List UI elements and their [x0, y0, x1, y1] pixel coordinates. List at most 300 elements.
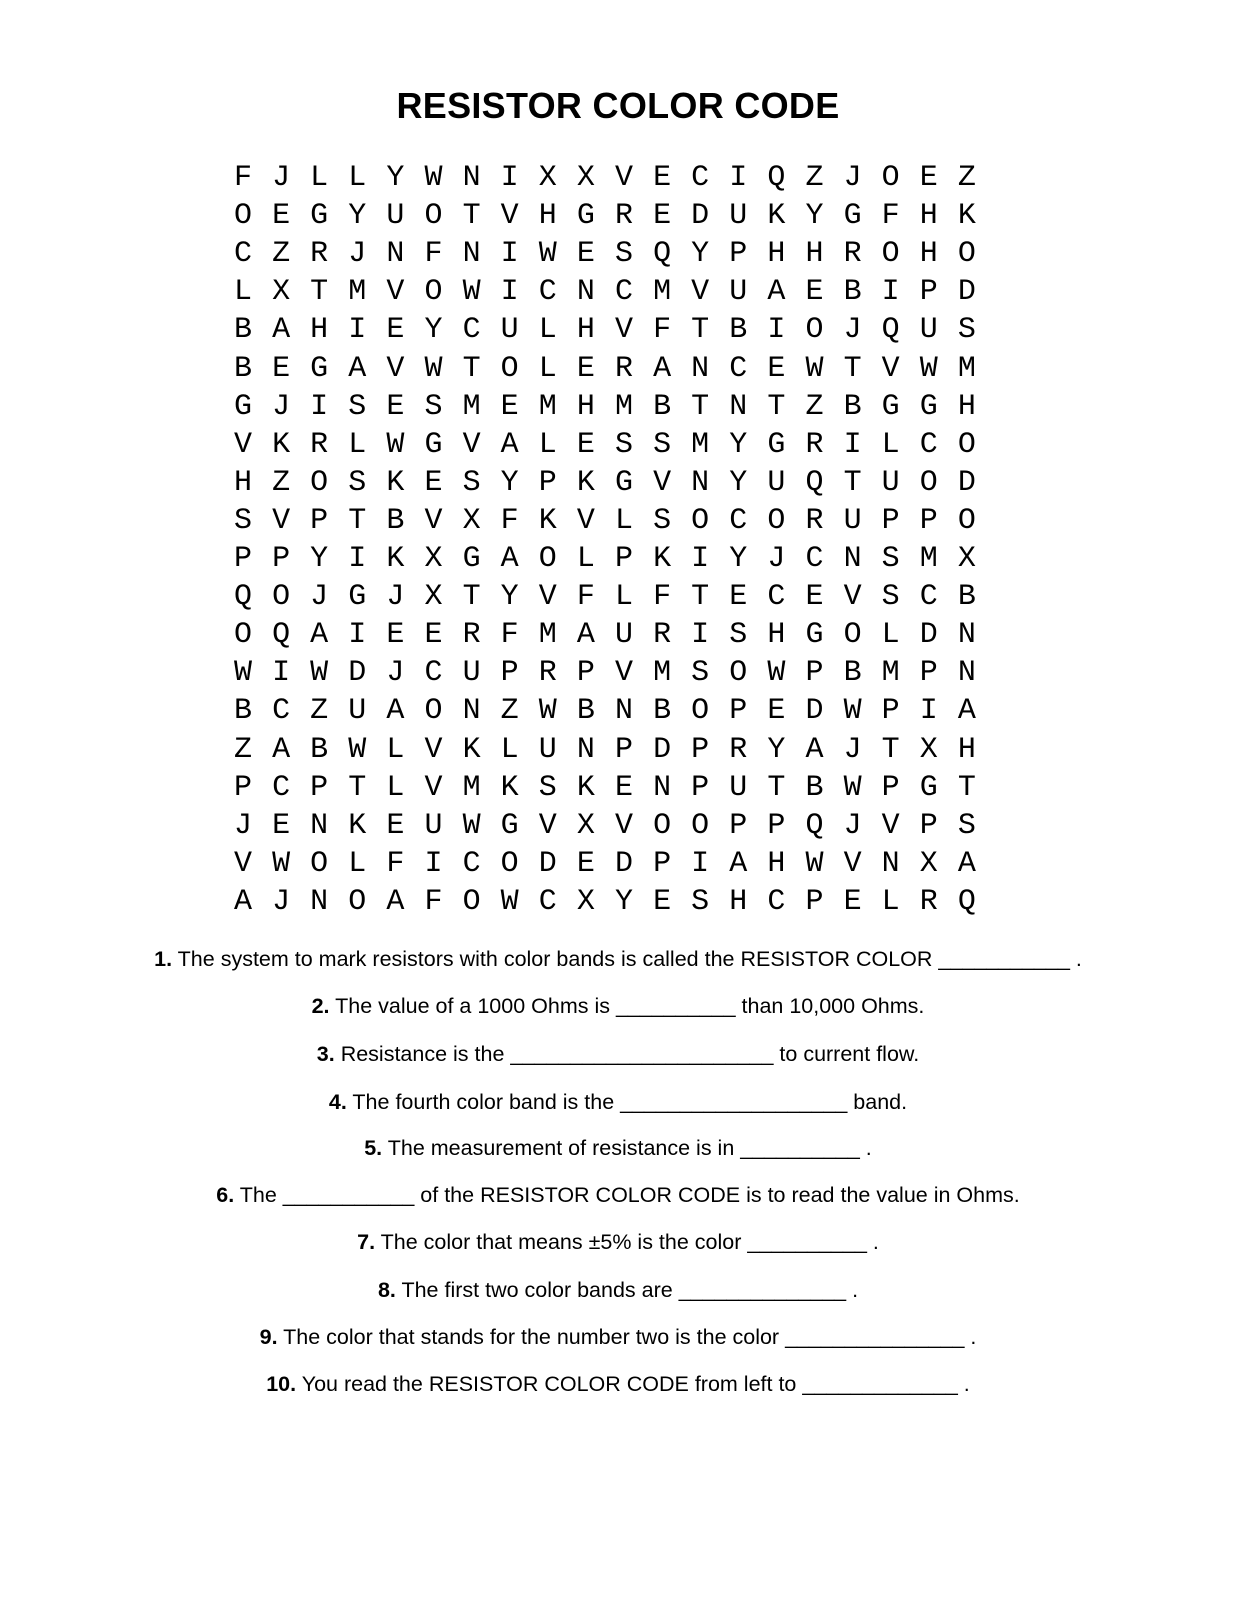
grid-letter: L — [348, 427, 367, 462]
grid-letter: W — [462, 275, 481, 310]
grid-letter: C — [767, 884, 786, 919]
grid-row — [0, 692, 1236, 730]
grid-letter: F — [424, 884, 443, 919]
grid-letter: R — [919, 884, 938, 919]
grid-letter: N — [462, 694, 481, 729]
grid-letter: A — [957, 694, 976, 729]
grid-letter: V — [843, 846, 862, 881]
grid-letter: Y — [500, 580, 519, 615]
grid-letter: G — [310, 199, 329, 234]
grid-letter: R — [310, 237, 329, 272]
grid-letter: J — [272, 884, 291, 919]
grid-letter: X — [272, 275, 291, 310]
grid-letter: T — [462, 199, 481, 234]
grid-letter: E — [843, 884, 862, 919]
grid-row — [0, 807, 1236, 845]
grid-letter: K — [576, 465, 595, 500]
grid-letter: L — [233, 275, 252, 310]
grid-letter: F — [500, 503, 519, 538]
grid-letter: N — [691, 351, 710, 386]
grid-row — [0, 426, 1236, 464]
grid-letter: I — [272, 656, 291, 691]
question-7 — [0, 1228, 1236, 1256]
question-text: The first two color bands are ______________ . — [401, 1278, 859, 1302]
question-number: 10. — [266, 1372, 297, 1396]
grid-letter: A — [729, 846, 748, 881]
grid-letter: J — [386, 580, 405, 615]
grid-letter: I — [348, 618, 367, 653]
grid-letter: V — [843, 580, 862, 615]
grid-letter: S — [614, 427, 633, 462]
grid-letter: V — [386, 275, 405, 310]
grid-letter: L — [881, 427, 900, 462]
grid-letter: N — [957, 656, 976, 691]
grid-letter: Q — [233, 580, 252, 615]
grid-letter: O — [462, 884, 481, 919]
grid-letter: I — [500, 237, 519, 272]
grid-letter: K — [272, 427, 291, 462]
grid-letter: T — [310, 275, 329, 310]
grid-letter: A — [957, 846, 976, 881]
grid-letter: L — [881, 884, 900, 919]
grid-letter: L — [538, 313, 557, 348]
grid-row — [0, 845, 1236, 883]
grid-letter: X — [576, 884, 595, 919]
grid-letter: H — [805, 237, 824, 272]
grid-letter: Z — [805, 161, 824, 195]
grid-letter: Q — [272, 618, 291, 653]
grid-letter: X — [919, 732, 938, 767]
grid-letter: G — [919, 389, 938, 424]
grid-letter: T — [767, 389, 786, 424]
grid-letter: X — [462, 503, 481, 538]
grid-letter: F — [500, 618, 519, 653]
grid-letter: B — [729, 313, 748, 348]
grid-letter: S — [462, 465, 481, 500]
grid-letter: C — [729, 351, 748, 386]
grid-letter: P — [233, 542, 252, 576]
grid-letter: C — [538, 884, 557, 919]
grid-letter: T — [957, 770, 976, 805]
grid-letter: Y — [767, 732, 786, 767]
grid-letter: A — [386, 694, 405, 729]
grid-letter: T — [348, 770, 367, 805]
grid-letter: W — [843, 770, 862, 805]
grid-letter: U — [462, 656, 481, 691]
grid-row — [0, 616, 1236, 654]
grid-row — [0, 350, 1236, 388]
grid-letter: G — [843, 199, 862, 234]
grid-letter: E — [653, 884, 672, 919]
grid-letter: X — [957, 542, 976, 576]
grid-letter: R — [729, 732, 748, 767]
grid-letter: G — [881, 389, 900, 424]
grid-letter: G — [805, 618, 824, 653]
grid-letter: C — [614, 275, 633, 310]
grid-letter: C — [691, 161, 710, 195]
grid-letter: Q — [957, 884, 976, 919]
grid-letter: O — [310, 465, 329, 500]
grid-letter: N — [843, 542, 862, 576]
grid-letter: V — [424, 503, 443, 538]
grid-letter: Z — [805, 389, 824, 424]
grid-letter: I — [500, 161, 519, 195]
grid-letter: O — [500, 351, 519, 386]
grid-letter: G — [462, 542, 481, 576]
grid-letter: F — [653, 580, 672, 615]
grid-letter: C — [919, 427, 938, 462]
grid-letter: O — [348, 884, 367, 919]
grid-letter: P — [729, 694, 748, 729]
grid-letter: M — [614, 389, 633, 424]
grid-row — [0, 769, 1236, 807]
grid-letter: O — [500, 846, 519, 881]
grid-letter: V — [233, 427, 252, 462]
question-number: 6. — [216, 1183, 235, 1207]
grid-letter: A — [272, 313, 291, 348]
grid-letter: H — [957, 732, 976, 767]
grid-letter: E — [272, 199, 291, 234]
grid-letter: Q — [767, 161, 786, 195]
grid-letter: P — [805, 884, 824, 919]
grid-letter: V — [538, 580, 557, 615]
grid-letter: D — [957, 465, 976, 500]
grid-letter: D — [805, 694, 824, 729]
grid-letter: A — [500, 542, 519, 576]
grid-letter: V — [614, 313, 633, 348]
grid-letter: I — [691, 542, 710, 576]
question-number: 2. — [311, 994, 330, 1018]
grid-letter: W — [310, 656, 329, 691]
grid-letter: Y — [614, 884, 633, 919]
grid-letter: O — [881, 237, 900, 272]
grid-letter: J — [767, 542, 786, 576]
grid-letter: R — [310, 427, 329, 462]
grid-letter: C — [729, 503, 748, 538]
grid-letter: J — [233, 808, 252, 843]
question-4 — [0, 1088, 1236, 1116]
grid-letter: L — [500, 732, 519, 767]
grid-letter: V — [424, 732, 443, 767]
grid-letter: P — [767, 808, 786, 843]
grid-letter: P — [729, 237, 748, 272]
grid-letter: G — [233, 389, 252, 424]
question-number: 7. — [357, 1230, 376, 1254]
grid-letter: Y — [729, 427, 748, 462]
grid-letter: E — [386, 618, 405, 653]
grid-letter: S — [614, 237, 633, 272]
grid-letter: B — [843, 656, 862, 691]
grid-row — [0, 273, 1236, 311]
grid-letter: U — [881, 465, 900, 500]
grid-letter: C — [272, 770, 291, 805]
question-5 — [0, 1134, 1236, 1162]
grid-letter: V — [881, 351, 900, 386]
grid-letter: Y — [500, 465, 519, 500]
grid-row — [0, 311, 1236, 349]
grid-letter: M — [691, 427, 710, 462]
grid-letter: W — [424, 351, 443, 386]
grid-letter: X — [576, 808, 595, 843]
grid-letter: Z — [272, 465, 291, 500]
grid-letter: O — [424, 275, 443, 310]
question-text: The color that means ±5% is the color __________ . — [380, 1230, 879, 1254]
grid-letter: T — [881, 732, 900, 767]
grid-letter: S — [729, 618, 748, 653]
grid-letter: P — [919, 503, 938, 538]
grid-row — [0, 159, 1236, 197]
grid-letter: S — [348, 389, 367, 424]
grid-letter: U — [843, 503, 862, 538]
grid-letter: R — [462, 618, 481, 653]
grid-letter: A — [386, 884, 405, 919]
grid-row — [0, 235, 1236, 273]
grid-letter: O — [691, 694, 710, 729]
grid-letter: L — [310, 161, 329, 195]
grid-letter: K — [767, 199, 786, 234]
grid-letter: F — [576, 580, 595, 615]
question-number: 4. — [328, 1090, 347, 1114]
grid-letter: C — [767, 580, 786, 615]
grid-letter: O — [881, 161, 900, 195]
grid-letter: H — [767, 237, 786, 272]
grid-letter: P — [881, 770, 900, 805]
grid-letter: M — [653, 275, 672, 310]
grid-letter: E — [653, 199, 672, 234]
grid-letter: O — [538, 542, 557, 576]
grid-letter: G — [919, 770, 938, 805]
grid-letter: E — [272, 808, 291, 843]
grid-letter: S — [957, 808, 976, 843]
grid-letter: M — [462, 770, 481, 805]
grid-letter: G — [310, 351, 329, 386]
grid-letter: M — [957, 351, 976, 386]
grid-letter: I — [691, 618, 710, 653]
grid-letter: O — [233, 618, 252, 653]
grid-letter: B — [386, 503, 405, 538]
grid-letter: V — [424, 770, 443, 805]
grid-letter: Z — [957, 161, 976, 195]
grid-letter: P — [805, 656, 824, 691]
grid-letter: J — [348, 237, 367, 272]
grid-letter: C — [538, 275, 557, 310]
grid-letter: P — [576, 656, 595, 691]
grid-letter: O — [233, 199, 252, 234]
page-title: RESISTOR COLOR CODE — [396, 85, 840, 126]
grid-letter: B — [233, 694, 252, 729]
question-text: You read the RESISTOR COLOR CODE from left to _____________ . — [301, 1372, 970, 1396]
grid-letter: K — [538, 503, 557, 538]
grid-letter: W — [500, 884, 519, 919]
grid-letter: U — [767, 465, 786, 500]
grid-letter: B — [957, 580, 976, 615]
grid-letter: W — [919, 351, 938, 386]
grid-letter: P — [729, 808, 748, 843]
grid-letter: R — [805, 427, 824, 462]
grid-letter: P — [614, 732, 633, 767]
grid-letter: L — [614, 580, 633, 615]
grid-letter: M — [348, 275, 367, 310]
grid-letter: F — [424, 237, 443, 272]
question-10 — [0, 1370, 1236, 1398]
grid-letter: G — [576, 199, 595, 234]
grid-letter: X — [424, 542, 443, 576]
grid-letter: O — [310, 846, 329, 881]
grid-letter: Y — [805, 199, 824, 234]
grid-letter: M — [538, 618, 557, 653]
grid-letter: L — [614, 503, 633, 538]
grid-letter: P — [881, 694, 900, 729]
grid-letter: C — [462, 846, 481, 881]
question-text: The fourth color band is the ___________________ band. — [352, 1090, 908, 1114]
grid-letter: E — [767, 694, 786, 729]
grid-letter: G — [767, 427, 786, 462]
grid-letter: H — [919, 237, 938, 272]
grid-letter: S — [881, 542, 900, 576]
grid-letter: V — [538, 808, 557, 843]
grid-row — [0, 731, 1236, 769]
grid-letter: U — [348, 694, 367, 729]
grid-letter: A — [233, 884, 252, 919]
grid-letter: E — [386, 389, 405, 424]
grid-letter: P — [919, 808, 938, 843]
question-number: 8. — [377, 1278, 396, 1302]
grid-letter: L — [881, 618, 900, 653]
grid-letter: I — [424, 846, 443, 881]
grid-letter: A — [576, 618, 595, 653]
grid-letter: H — [576, 389, 595, 424]
grid-row — [0, 654, 1236, 692]
grid-letter: C — [233, 237, 252, 272]
grid-letter: J — [310, 580, 329, 615]
question-3 — [0, 1040, 1236, 1068]
grid-letter: U — [500, 313, 519, 348]
grid-letter: R — [614, 199, 633, 234]
grid-letter: J — [843, 313, 862, 348]
grid-letter: W — [538, 694, 557, 729]
grid-letter: R — [843, 237, 862, 272]
question-number: 1. — [154, 947, 173, 971]
grid-letter: N — [881, 846, 900, 881]
grid-letter: V — [691, 275, 710, 310]
grid-letter: W — [843, 694, 862, 729]
grid-letter: B — [843, 389, 862, 424]
grid-letter: I — [310, 389, 329, 424]
grid-letter: I — [881, 275, 900, 310]
question-text: The value of a 1000 Ohms is __________ than 10,000 Ohms. — [335, 994, 925, 1018]
grid-letter: Z — [272, 237, 291, 272]
grid-letter: Y — [729, 542, 748, 576]
question-2 — [0, 992, 1236, 1020]
grid-letter: C — [919, 580, 938, 615]
grid-letter: T — [691, 580, 710, 615]
grid-letter: B — [653, 389, 672, 424]
grid-letter: K — [500, 770, 519, 805]
grid-letter: O — [691, 503, 710, 538]
grid-letter: E — [805, 275, 824, 310]
grid-letter: U — [919, 313, 938, 348]
grid-letter: P — [881, 503, 900, 538]
grid-letter: P — [653, 846, 672, 881]
grid-letter: K — [386, 542, 405, 576]
grid-letter: L — [538, 351, 557, 386]
grid-row — [0, 464, 1236, 502]
question-6 — [0, 1181, 1236, 1209]
grid-letter: F — [653, 313, 672, 348]
grid-letter: F — [233, 161, 252, 195]
grid-letter: I — [919, 694, 938, 729]
grid-letter: F — [881, 199, 900, 234]
grid-letter: W — [386, 427, 405, 462]
grid-letter: S — [881, 580, 900, 615]
grid-letter: J — [386, 656, 405, 691]
grid-letter: I — [767, 313, 786, 348]
grid-letter: P — [691, 770, 710, 805]
grid-letter: D — [348, 656, 367, 691]
grid-letter: L — [348, 161, 367, 195]
grid-letter: W — [424, 161, 443, 195]
grid-letter: Y — [729, 465, 748, 500]
grid-letter: A — [805, 732, 824, 767]
grid-letter: F — [386, 846, 405, 881]
grid-letter: E — [614, 770, 633, 805]
grid-letter: Y — [310, 542, 329, 576]
grid-letter: E — [805, 580, 824, 615]
question-text: Resistance is the ______________________ to current flow. — [340, 1042, 920, 1066]
grid-letter: E — [386, 313, 405, 348]
grid-letter: Z — [310, 694, 329, 729]
grid-letter: O — [424, 199, 443, 234]
grid-letter: E — [576, 351, 595, 386]
grid-letter: E — [424, 618, 443, 653]
grid-letter: E — [500, 389, 519, 424]
grid-letter: S — [653, 503, 672, 538]
grid-letter: J — [272, 161, 291, 195]
grid-letter: U — [424, 808, 443, 843]
grid-letter: K — [957, 199, 976, 234]
grid-letter: E — [576, 427, 595, 462]
grid-letter: E — [729, 580, 748, 615]
grid-letter: D — [691, 199, 710, 234]
grid-letter: N — [310, 884, 329, 919]
grid-letter: S — [957, 313, 976, 348]
grid-letter: C — [424, 656, 443, 691]
grid-letter: Y — [348, 199, 367, 234]
question-1 — [0, 945, 1236, 973]
grid-letter: T — [462, 580, 481, 615]
grid-letter: P — [310, 503, 329, 538]
grid-letter: E — [919, 161, 938, 195]
grid-letter: R — [653, 618, 672, 653]
grid-letter: L — [386, 770, 405, 805]
grid-letter: M — [919, 542, 938, 576]
grid-letter: P — [500, 656, 519, 691]
grid-letter: M — [538, 389, 557, 424]
grid-letter: Y — [424, 313, 443, 348]
grid-letter: G — [614, 465, 633, 500]
grid-letter: C — [462, 313, 481, 348]
grid-letter: S — [691, 884, 710, 919]
grid-letter: N — [614, 694, 633, 729]
grid-letter: H — [957, 389, 976, 424]
grid-letter: X — [424, 580, 443, 615]
grid-letter: O — [272, 580, 291, 615]
grid-letter: W — [805, 846, 824, 881]
grid-letter: N — [386, 237, 405, 272]
grid-letter: V — [500, 199, 519, 234]
grid-letter: I — [729, 161, 748, 195]
grid-letter: B — [310, 732, 329, 767]
